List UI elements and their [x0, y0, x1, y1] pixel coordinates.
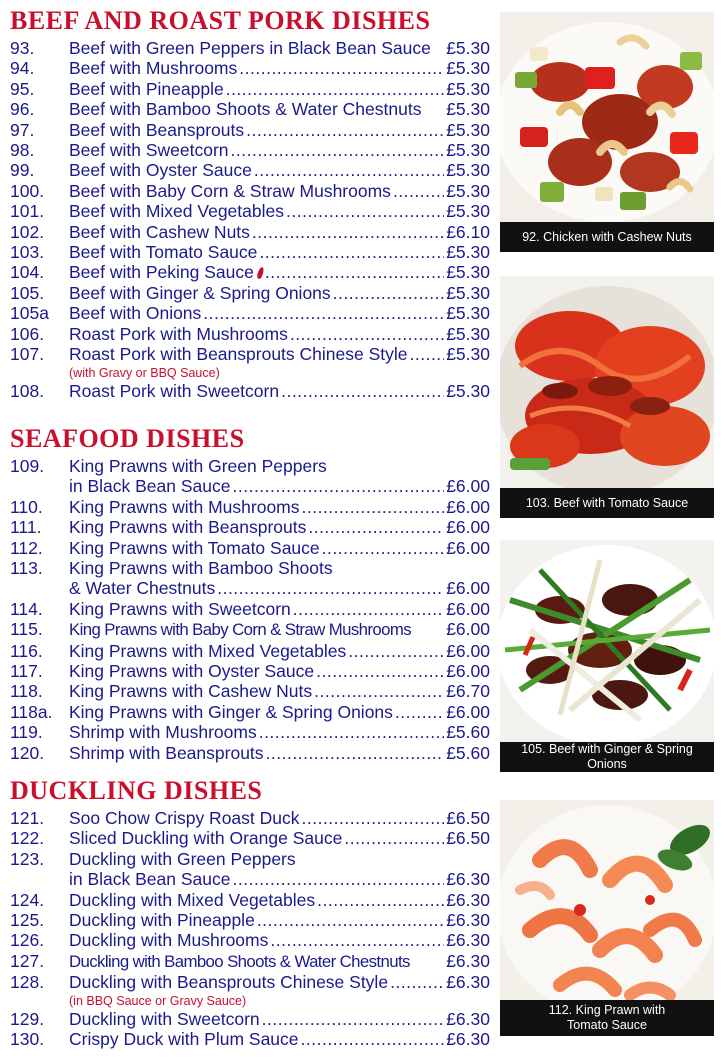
section-beef-pork	[10, 8, 490, 401]
item-number: 117.	[10, 661, 43, 682]
item-number: 98.	[10, 140, 35, 161]
item-name	[69, 324, 288, 344]
photo-caption: 105. Beef with Ginger & Spring Onions	[500, 742, 714, 772]
dot-leader	[390, 972, 444, 992]
dot-leader	[259, 242, 444, 262]
item-name-text: Soo Chow Crispy Roast Duck	[69, 808, 300, 828]
menu-item	[10, 1029, 490, 1049]
section-title: BEEF AND ROAST PORK DISHES	[10, 6, 431, 35]
item-name-text: Shrimp with Mushrooms	[69, 722, 257, 743]
item-number: 110.	[10, 496, 43, 517]
dot-leader	[217, 578, 444, 598]
dot-leader	[262, 1009, 445, 1029]
item-name	[69, 262, 263, 282]
menu-item	[10, 476, 490, 496]
item-name-text: Beef with Tomato Sauce	[69, 242, 258, 263]
item-price: £5.30	[446, 160, 490, 181]
item-number: 108.	[10, 380, 45, 401]
dot-leader	[233, 476, 445, 496]
item-name	[69, 38, 446, 58]
item-number: 93.	[10, 38, 35, 58]
item-name-text: Shrimp with Beansprouts	[69, 742, 264, 763]
item-name	[69, 828, 342, 848]
menu-item	[10, 120, 490, 140]
dot-leader	[316, 661, 444, 681]
menu-item	[10, 702, 490, 722]
item-price: £5.30	[446, 242, 490, 263]
dot-leader	[301, 1029, 445, 1049]
dot-leader	[395, 702, 444, 722]
dot-leader	[333, 283, 445, 303]
dot-leader	[344, 828, 444, 848]
menu-item	[10, 283, 490, 303]
menu-item	[10, 58, 490, 78]
menu-item	[10, 160, 490, 180]
dot-leader	[266, 743, 445, 763]
item-name-text: Roast Pork with Beansprouts Chinese Style	[69, 344, 408, 365]
photo-caption-line2: Tomato Sauce	[567, 1018, 647, 1032]
item-number: 113.	[10, 558, 43, 579]
item-name	[69, 120, 244, 140]
dot-leader	[233, 869, 445, 889]
item-name-text: Sliced Duckling with Orange Sauce	[69, 828, 343, 849]
item-number: 99.	[10, 160, 35, 181]
item-name-text: Beef with Mushrooms	[69, 58, 238, 79]
dot-leader	[302, 808, 445, 828]
item-number: 123.	[10, 848, 45, 869]
item-name	[69, 952, 446, 972]
item-price: £6.00	[446, 476, 490, 497]
item-name	[69, 303, 201, 323]
item-number: 118.	[10, 681, 43, 702]
menu-item	[10, 324, 490, 344]
item-name	[69, 599, 291, 619]
item-number: 124.	[10, 889, 45, 910]
menu-item	[10, 743, 490, 763]
item-name	[69, 181, 391, 201]
beef-tomato-image	[500, 276, 714, 518]
item-name-text: King Prawns with Ginger & Spring Onions	[69, 701, 393, 722]
item-name-text: Roast Pork with Sweetcorn	[69, 380, 280, 401]
dot-leader	[393, 181, 444, 201]
item-name	[69, 1029, 299, 1049]
photo-caption-line1: 112. King Prawn with	[548, 1003, 666, 1017]
dot-leader	[302, 497, 445, 517]
item-price: £5.30	[446, 78, 490, 99]
item-number: 104.	[10, 262, 45, 283]
item-name-text: Duckling with Sweetcorn	[69, 1008, 260, 1029]
item-name	[69, 910, 255, 930]
dot-leader	[322, 538, 445, 558]
menu-item	[10, 262, 490, 282]
item-price: £6.30	[446, 910, 490, 931]
menu-item	[10, 242, 490, 262]
dot-leader	[317, 890, 444, 910]
dot-leader	[231, 140, 445, 160]
item-name	[69, 722, 257, 742]
dot-leader	[286, 201, 444, 221]
item-name	[69, 79, 224, 99]
item-name-text: Beef with Onions	[69, 303, 202, 324]
section-seafood	[10, 426, 490, 763]
item-name	[69, 620, 446, 640]
item-note: (with Gravy or BBQ Sauce)	[69, 365, 220, 380]
item-price: £6.00	[446, 578, 490, 599]
item-price: £6.30	[446, 869, 490, 890]
item-name	[69, 222, 250, 242]
item-price: £5.30	[446, 99, 490, 120]
item-price: £6.00	[446, 701, 490, 722]
item-price: £5.30	[446, 282, 490, 303]
item-price: £5.30	[446, 38, 490, 58]
item-number: 126.	[10, 930, 45, 951]
item-price: £6.00	[446, 517, 490, 538]
item-name-text: Crispy Duck with Plum Sauce	[69, 1029, 299, 1050]
item-name-text: Beef with Cashew Nuts	[69, 221, 250, 242]
item-number: 105.	[10, 282, 45, 303]
item-name-text: Duckling with Beansprouts Chinese Style	[69, 972, 389, 993]
photo-caption	[500, 1000, 714, 1036]
item-name	[69, 538, 320, 558]
menu-item	[10, 808, 490, 828]
item-name-text: King Prawns with Mushrooms	[69, 496, 300, 517]
item-name-text: Beef with Peking Sauce	[69, 262, 254, 283]
dot-leader	[348, 641, 444, 661]
item-name-text: King Prawns with Sweetcorn	[69, 598, 291, 619]
dot-leader	[239, 58, 444, 78]
item-price: £5.60	[446, 742, 490, 763]
menu-item	[10, 910, 490, 930]
menu-item	[10, 930, 490, 950]
item-price: £5.30	[446, 201, 490, 222]
dot-leader	[257, 910, 444, 930]
photo-chicken-cashew	[500, 12, 714, 252]
item-number: 106.	[10, 323, 45, 344]
item-price: £5.30	[446, 180, 490, 201]
item-name	[69, 808, 300, 828]
menu-item	[10, 381, 490, 401]
item-price: £5.30	[446, 262, 490, 283]
dot-leader	[254, 160, 444, 180]
item-name: King Prawns with Green Peppers	[69, 456, 327, 476]
item-name	[69, 1009, 260, 1029]
item-name-text: Beef with Bamboo Shoots & Water Chestnuts	[69, 99, 422, 120]
item-name-text: King Prawns with Cashew Nuts	[69, 681, 313, 702]
item-number: 97.	[10, 119, 35, 140]
item-name-text: Beef with Green Peppers in Black Bean Sauce	[69, 38, 431, 58]
chili-icon	[256, 267, 264, 280]
item-name	[69, 702, 393, 722]
item-number: 116.	[10, 640, 43, 661]
item-name	[69, 344, 408, 364]
item-price: £6.50	[446, 828, 490, 849]
item-name-text: King Prawns with Tomato Sauce	[69, 537, 320, 558]
item-name	[69, 641, 346, 661]
item-name-text: Duckling with Mushrooms	[69, 930, 269, 951]
menu-item	[10, 599, 490, 619]
item-name	[69, 972, 388, 992]
section-title: DUCKLING DISHES	[10, 776, 263, 805]
menu-item	[10, 661, 490, 681]
item-name-text: Beef with Mixed Vegetables	[69, 201, 284, 222]
item-price: £6.50	[446, 808, 490, 828]
photo-beef-tomato	[500, 276, 714, 518]
menu-item	[10, 578, 490, 598]
menu-item	[10, 99, 490, 119]
item-name	[69, 578, 215, 598]
item-name-text: King Prawns with Mixed Vegetables	[69, 640, 347, 661]
item-price: £6.00	[446, 661, 490, 682]
item-name	[69, 476, 231, 496]
item-price: £5.30	[446, 119, 490, 140]
item-price: £6.30	[446, 1008, 490, 1029]
item-number: 100.	[10, 180, 45, 201]
menu-item	[10, 201, 490, 221]
dot-leader	[290, 324, 444, 344]
menu-item	[10, 79, 490, 99]
item-price: £6.30	[446, 930, 490, 951]
item-name-text: Beef with Baby Corn & Straw Mushrooms	[69, 180, 391, 201]
item-number: 119.	[10, 722, 43, 743]
item-number: 111.	[10, 517, 42, 538]
item-price: £5.30	[446, 140, 490, 161]
item-number: 102.	[10, 221, 45, 242]
menu-item	[10, 181, 490, 201]
photo-caption: 92. Chicken with Cashew Nuts	[500, 222, 714, 252]
item-number: 115.	[10, 619, 43, 640]
item-price: £6.30	[446, 889, 490, 910]
item-name	[69, 869, 231, 889]
item-name-text: Beef with Ginger & Spring Onions	[69, 282, 331, 303]
item-name	[69, 661, 314, 681]
item-number: 109.	[10, 456, 45, 476]
item-number: 114.	[10, 598, 43, 619]
section-duckling	[10, 778, 490, 1049]
item-name-text: Beef with Beansprouts	[69, 119, 245, 140]
item-number: 125.	[10, 910, 45, 931]
item-name-text: Duckling with Mixed Vegetables	[69, 889, 316, 910]
item-price: £5.30	[446, 380, 490, 401]
item-number: 96.	[10, 99, 35, 120]
item-name-text: Beef with Sweetcorn	[69, 140, 229, 161]
menu-item-line	[10, 456, 490, 476]
item-name-text: King Prawns with Beansprouts	[69, 517, 307, 538]
item-price: £5.30	[446, 323, 490, 344]
item-number: 120.	[10, 742, 45, 763]
item-name	[69, 58, 237, 78]
item-number: 118a.	[10, 701, 53, 722]
item-name-text: Beef with Pineapple	[69, 78, 224, 99]
menu-item	[10, 140, 490, 160]
photo-caption: 103. Beef with Tomato Sauce	[500, 488, 714, 518]
item-price: £6.10	[446, 221, 490, 242]
item-number: 128.	[10, 972, 45, 993]
menu-item	[10, 972, 490, 992]
item-number: 101.	[10, 201, 45, 222]
beef-ginger-image	[500, 540, 714, 772]
section-title: SEAFOOD DISHES	[10, 424, 245, 453]
menu-item	[10, 344, 490, 364]
item-price: £5.30	[446, 58, 490, 79]
menu-item	[10, 828, 490, 848]
menu-item	[10, 681, 490, 701]
item-name-text: King Prawns with Baby Corn & Straw Mushrooms	[69, 620, 411, 640]
item-price: £6.00	[446, 619, 490, 640]
item-price: £6.70	[446, 681, 490, 702]
dot-leader	[203, 303, 444, 323]
menu-item	[10, 890, 490, 910]
item-price: £5.60	[446, 722, 490, 743]
menu-item	[10, 222, 490, 242]
item-price: £5.30	[446, 303, 490, 324]
item-name	[69, 160, 252, 180]
item-name	[69, 99, 446, 119]
item-name	[69, 140, 229, 160]
dot-leader	[265, 262, 444, 282]
item-name	[69, 681, 312, 701]
chicken-cashew-image	[500, 12, 714, 252]
item-number: 121.	[10, 808, 45, 828]
item-name-text: in Black Bean Sauce	[69, 476, 231, 497]
menu-item	[10, 1009, 490, 1029]
item-price: £6.00	[446, 640, 490, 661]
item-price: £6.00	[446, 598, 490, 619]
dot-leader	[308, 517, 444, 537]
dot-leader	[314, 681, 444, 701]
menu-item-line	[10, 558, 490, 578]
item-number: 130.	[10, 1029, 45, 1050]
menu-item	[10, 951, 490, 972]
item-name-text: Duckling with Pineapple	[69, 910, 255, 931]
item-price: £6.00	[446, 537, 490, 558]
item-number: 112.	[10, 537, 43, 558]
menu-item	[10, 619, 490, 640]
menu-item	[10, 517, 490, 537]
item-name	[69, 283, 331, 303]
item-name	[69, 242, 257, 262]
menu-item	[10, 303, 490, 323]
item-name: Duckling with Green Peppers	[69, 848, 296, 869]
dot-leader	[270, 930, 444, 950]
dot-leader	[410, 344, 445, 364]
photo-king-prawn	[500, 800, 714, 1036]
item-number: 122.	[10, 828, 45, 849]
item-number: 105a	[10, 303, 49, 324]
item-name-text: King Prawns with Oyster Sauce	[69, 661, 315, 682]
dot-leader	[259, 722, 445, 742]
item-number: 107.	[10, 344, 45, 365]
item-name-text: Duckling with Bamboo Shoots & Water Chestnuts	[69, 951, 410, 971]
menu-item	[10, 538, 490, 558]
menu-item	[10, 722, 490, 742]
item-number: 129.	[10, 1008, 45, 1029]
item-number: 103.	[10, 242, 45, 263]
menu-item	[10, 641, 490, 661]
item-price: £5.30	[446, 344, 490, 365]
item-name	[69, 890, 315, 910]
dot-leader	[246, 120, 444, 140]
item-note: (in BBQ Sauce or Gravy Sauce)	[69, 993, 247, 1008]
photo-beef-ginger	[500, 540, 714, 772]
item-name	[69, 201, 284, 221]
menu-item	[10, 497, 490, 517]
dot-leader	[226, 79, 445, 99]
menu-item	[10, 869, 490, 889]
item-number: 127.	[10, 950, 45, 971]
item-price: £6.30	[446, 972, 490, 993]
item-name	[69, 381, 279, 401]
item-price: £6.00	[446, 496, 490, 517]
item-price: £6.30	[446, 950, 490, 971]
dot-leader	[252, 222, 444, 242]
dot-leader	[281, 381, 444, 401]
item-name: King Prawns with Bamboo Shoots	[69, 558, 333, 579]
dot-leader	[293, 599, 444, 619]
item-name-text: in Black Bean Sauce	[69, 869, 231, 890]
item-name-text: Roast Pork with Mushrooms	[69, 323, 288, 344]
item-number: 95.	[10, 78, 35, 99]
item-name-text: & Water Chestnuts	[69, 578, 216, 599]
item-name	[69, 930, 268, 950]
item-number: 94.	[10, 58, 35, 79]
item-name	[69, 517, 306, 537]
menu-item	[10, 38, 490, 58]
item-name-text: Beef with Oyster Sauce	[69, 160, 252, 181]
menu-item-line	[10, 849, 490, 869]
item-price: £6.30	[446, 1029, 490, 1050]
item-name	[69, 743, 264, 763]
item-name	[69, 497, 300, 517]
